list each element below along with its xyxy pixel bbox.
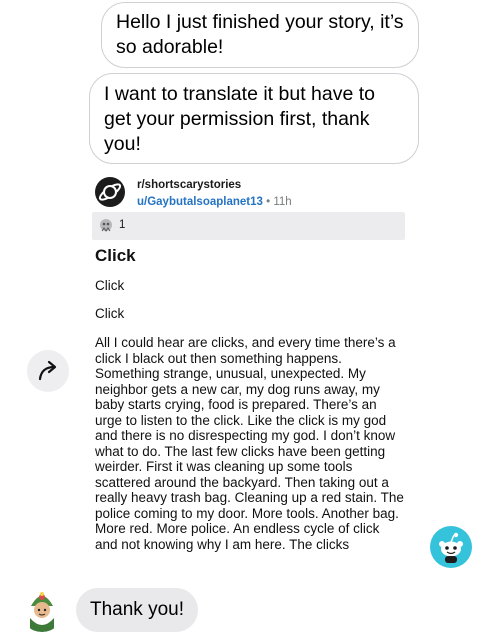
subreddit-icon[interactable] <box>95 177 125 207</box>
post-age: 11h <box>273 196 292 208</box>
post-title[interactable]: Click <box>95 246 136 265</box>
subreddit-name[interactable]: r/shortscarystories <box>137 179 242 191</box>
message-text: I want to translate it but have to get your permission first, thank you! <box>104 83 375 155</box>
shared-reddit-post[interactable] <box>89 170 409 568</box>
reddit-snoo-icon <box>430 526 472 568</box>
post-line: Click <box>95 278 125 293</box>
message-text: Hello I just finished your story, it’s so adorable! <box>116 11 404 58</box>
award-bar <box>92 212 405 240</box>
outgoing-message-2[interactable] <box>89 73 419 164</box>
meta-separator: • <box>266 196 271 208</box>
share-arrow-icon <box>27 350 69 392</box>
sender-avatar[interactable] <box>20 588 64 632</box>
post-line: Click <box>95 306 125 321</box>
award-icon <box>98 218 114 234</box>
post-body: All I could hear are clicks, and every time there’s a click I black out then something happens. Something strange, unusual, unexpected. My neighbor gets a new car, my dog runs away, my baby starts crying, food is prepared. There’s an urge to listen to the click. Like the click is my god and there is no disrespecting my god. I don’t know what to do. The last few clicks have been getting weirder. First it was cleaning up some tools scattered around the backyard. Then taking out a really heavy trash bag. Cleaning up a red stain. The police coming to my door. More tools. Another bag. More red. More police. An endless cycle of click and not knowing why I am here. The clicks <box>95 335 404 552</box>
post-meta <box>137 196 292 208</box>
reddit-button[interactable] <box>430 526 472 568</box>
truncation-fade <box>89 554 409 568</box>
award-count: 1 <box>119 219 126 231</box>
message-text: Thank you! <box>90 599 184 620</box>
share-button[interactable] <box>27 350 69 392</box>
incoming-message[interactable] <box>76 588 198 632</box>
post-header <box>95 176 405 210</box>
author-username[interactable]: u/Gaybutalsoaplanet13 <box>137 196 263 208</box>
outgoing-message-1[interactable] <box>101 2 419 68</box>
